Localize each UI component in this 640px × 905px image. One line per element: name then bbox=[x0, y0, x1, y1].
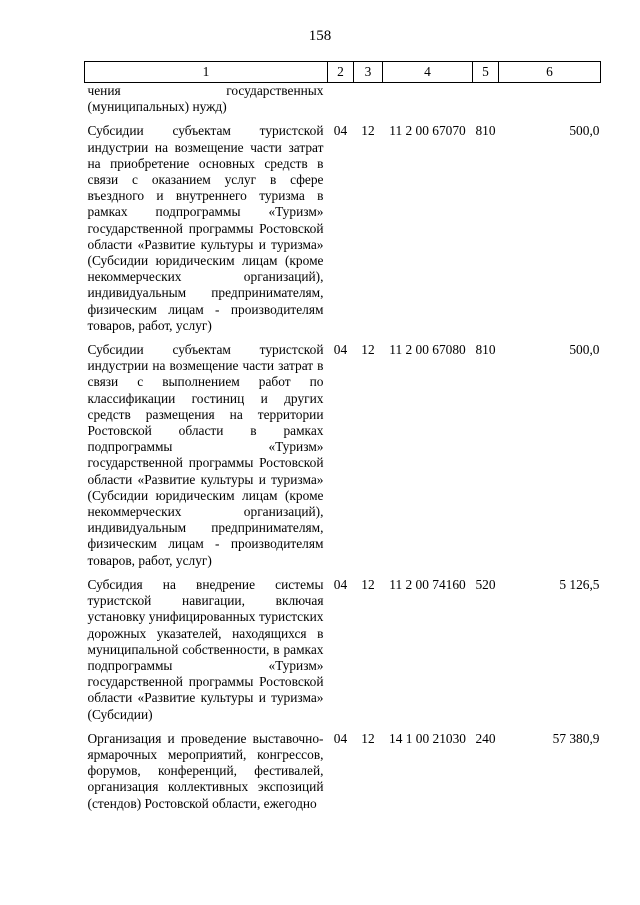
column-header: 2 bbox=[328, 62, 354, 83]
row-target-article: 11 2 00 74160 bbox=[389, 576, 466, 592]
table-header-row bbox=[85, 62, 601, 83]
row-expense-type bbox=[473, 83, 499, 116]
row-description: чения государственных (муниципальных) нужд) bbox=[87, 83, 324, 115]
column-header: 5 bbox=[473, 62, 499, 83]
row-target-article: 11 2 00 67070 bbox=[389, 123, 466, 139]
row-section-code: 04 bbox=[333, 730, 348, 746]
row-description: Субсидии субъектам туристской индустрии на возмещение части затрат на приобретение основных средств в связи с оказанием услуг в сфере въездного и внутреннего туризма в рамках подпрограммы «Туризм» государственной программы Ростовской области «Развитие культуры и туризма» (Субсидии юридическим лицам (кроме некоммерческих организаций), индивидуальным предпринимателям, физическим лицам - производителям товаров, работ, услуг) bbox=[87, 123, 324, 333]
row-subsection-code: 12 bbox=[361, 730, 375, 746]
table-row bbox=[85, 83, 601, 116]
row-amount bbox=[499, 83, 601, 116]
row-expense-type: 240 bbox=[475, 730, 496, 746]
row-description: Организация и проведение выставочно-ярмарочных мероприятий, конгрессов, форумов, конференций, фестивалей, организация коллективных экспозиций (стендов) Ростовской области, ежегодно bbox=[87, 730, 324, 811]
column-header: 3 bbox=[354, 62, 383, 83]
row-amount: 57 380,9 bbox=[552, 730, 600, 746]
row-description: Субсидии субъектам туристской индустрии на возмещение части затрат в связи с выполнением работ по классификации гостиниц и других средств размещения на территории Ростовской области в рамках подпрограммы «Туризм» государственной программы Ростовской области «Развитие культуры и туризма» (Субсидии юридическим лицам (кроме некоммерческих организаций), индивидуальным предпринимателям, физическим лицам - производителям товаров, работ, услуг) bbox=[87, 342, 324, 568]
row-target-article bbox=[383, 83, 473, 116]
row-amount: 500,0 bbox=[569, 342, 600, 358]
row-section-code: 04 bbox=[333, 576, 348, 592]
row-expense-type: 810 bbox=[475, 123, 496, 139]
row-section-code: 04 bbox=[333, 342, 348, 358]
row-subsection-code: 12 bbox=[361, 123, 375, 139]
table-row bbox=[85, 123, 601, 334]
row-target-article: 14 1 00 21030 bbox=[389, 730, 466, 746]
column-header: 6 bbox=[499, 62, 601, 83]
table-row bbox=[85, 731, 601, 812]
row-subsection-code: 12 bbox=[361, 342, 375, 358]
row-expense-type: 810 bbox=[475, 342, 496, 358]
row-target-article: 11 2 00 67080 bbox=[389, 342, 466, 358]
budget-table bbox=[84, 61, 601, 812]
row-section-code bbox=[328, 83, 354, 116]
table-row bbox=[85, 577, 601, 723]
row-description: Субсидия на внедрение системы туристской навигации, включая установку унифицированных туристских дорожных указателей, находящихся в муниципальной собственности, в рамках подпрограммы «Туризм» государственной программы Ростовской области «Развитие культуры и туризма» (Субсидии) bbox=[87, 576, 324, 722]
row-section-code: 04 bbox=[333, 123, 348, 139]
row-amount: 500,0 bbox=[569, 123, 600, 139]
page-number: 158 bbox=[308, 28, 332, 44]
row-expense-type: 520 bbox=[475, 576, 496, 592]
column-header: 1 bbox=[85, 62, 328, 83]
column-header: 4 bbox=[383, 62, 473, 83]
table-row bbox=[85, 342, 601, 569]
row-amount: 5 126,5 bbox=[559, 576, 600, 592]
row-subsection-code: 12 bbox=[361, 576, 375, 592]
row-subsection-code bbox=[354, 83, 383, 116]
